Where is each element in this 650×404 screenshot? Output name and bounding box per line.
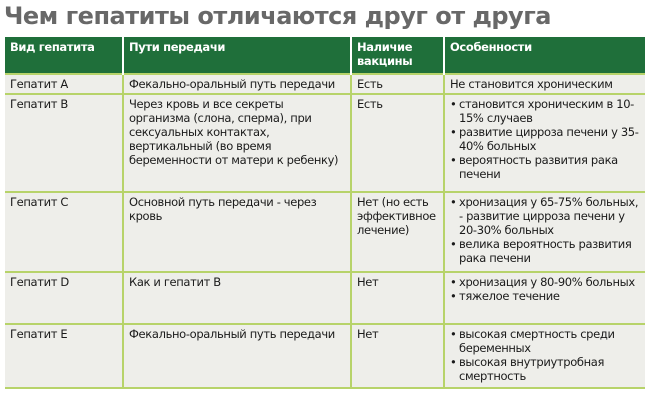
cell-features	[444, 192, 645, 272]
cell-features	[444, 272, 645, 324]
feature-item: • становится хроническим в 10-15% случаев	[450, 97, 641, 125]
page-title: Чем гепатиты отличаются друг от друга	[4, 2, 551, 30]
cell-vaccine: Нет	[351, 272, 444, 324]
feature-item: • высокая смертность среди беременных	[450, 327, 641, 355]
feature-item: • тяжелое течение	[450, 289, 641, 303]
cell-vaccine: Есть	[351, 74, 444, 94]
cell-transmission: Фекально-оральный путь передачи	[123, 74, 351, 94]
table-header-row	[5, 37, 645, 74]
cell-features	[444, 74, 645, 94]
cell-transmission: Через кровь и все секреты организма (слона, сперма), при сексуальных контактах, вертикальный (во время беременности от матери к ребенку)	[123, 94, 351, 192]
cell-type: Гепатит А	[5, 74, 123, 94]
cell-vaccine: Нет (но есть эффективное лечение)	[351, 192, 444, 272]
cell-features	[444, 324, 645, 388]
header-vaccine: Наличие вакцины	[351, 37, 444, 74]
cell-vaccine: Нет	[351, 324, 444, 388]
feature-item: • развитие цирроза печени у 35-40% больных	[450, 125, 641, 153]
cell-type: Гепатит D	[5, 272, 123, 324]
feature-item: • высокая внутриутробная смертность	[450, 355, 641, 383]
header-type: Вид гепатита	[5, 37, 123, 74]
cell-vaccine: Есть	[351, 94, 444, 192]
cell-type: Гепатит С	[5, 192, 123, 272]
header-features: Особенности	[444, 37, 645, 74]
cell-transmission: Фекально-оральный путь передачи	[123, 324, 351, 388]
table-row-hepatitis-b	[5, 94, 645, 192]
feature-item: • хронизация у 80-90% больных	[450, 275, 641, 289]
feature-item: • хронизация у 65-75% больных, - развитие цирроза печени у 20-30% больных	[450, 195, 641, 237]
header-transmission: Пути передачи	[123, 37, 351, 74]
table-row-hepatitis-a	[5, 74, 645, 94]
cell-transmission: Основной путь передачи - через кровь	[123, 192, 351, 272]
cell-type: Гепатит В	[5, 94, 123, 192]
hepatitis-comparison-table	[5, 37, 645, 389]
cell-transmission: Как и гепатит В	[123, 272, 351, 324]
table-row-hepatitis-c	[5, 192, 645, 272]
feature-text: Не становится хроническим	[450, 77, 613, 91]
cell-features	[444, 94, 645, 192]
feature-item: • вероятность развития рака печени	[450, 153, 641, 181]
table-row-hepatitis-d	[5, 272, 645, 324]
table-row-hepatitis-e	[5, 324, 645, 388]
feature-item: • велика вероятность развития рака печени	[450, 237, 641, 265]
cell-type: Гепатит Е	[5, 324, 123, 388]
